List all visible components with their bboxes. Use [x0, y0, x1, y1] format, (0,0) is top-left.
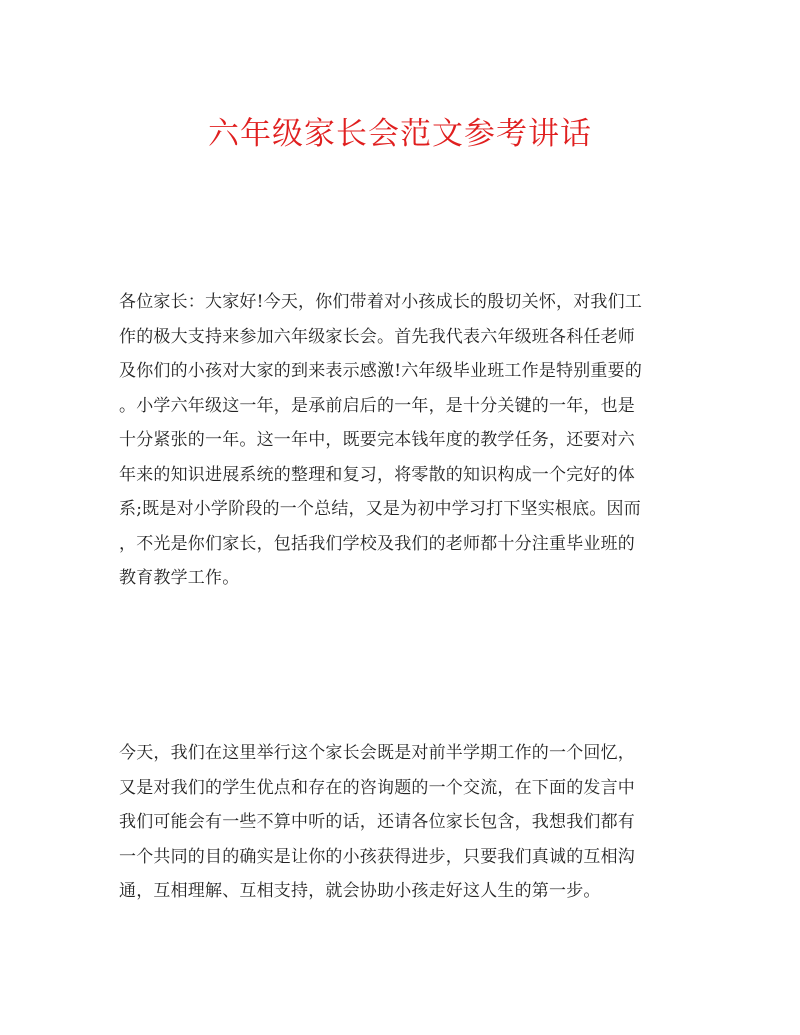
text-line: 又是对我们的学生优点和存在的咨询题的一个交流，在下面的发言中 [119, 777, 635, 798]
text-line: 年来的知识进展系统的整理和复习，将零散的知识构成一个完好的体 [119, 464, 635, 485]
text-line: ，不光是你们家长，包括我们学校及我们的老师都十分注重毕业班的 [119, 533, 635, 554]
text-line: 及你们的小孩对大家的到来表示感激!六年级毕业班工作是特别重要的 [119, 361, 643, 381]
text-line: 通，互相理解、互相支持，就会协助小孩走好这人生的第一步。 [119, 881, 601, 901]
text-line: 系;既是对小学阶段的一个总结，又是为初中学习打下坚实根底。因而 [119, 499, 641, 519]
text-line: 十分紧张的一年。这一年中，既要完本钱年度的教学任务，还要对六 [119, 430, 635, 450]
text-line: 各位家长：大家好!今天，你们带着对小孩成长的殷切关怀，对我们工 [119, 292, 643, 312]
text-line: 我们可能会有一些不算中听的话，还请各位家长包含，我想我们都有 [119, 812, 635, 832]
text-line: 。小学六年级这一年，是承前启后的一年，是十分关键的一年，也是 [119, 395, 635, 416]
text-line: 今天，我们在这里举行这个家长会既是对前半学期工作的一个回忆， [119, 743, 635, 763]
paragraph-opening [119, 285, 679, 596]
text-line: 一个共同的目的确实是让你的小孩获得进步，只要我们真诚的互相沟 [119, 846, 635, 867]
document-title: 六年级家长会范文参考讲话 [208, 116, 592, 152]
text-line: 教育教学工作。 [119, 568, 240, 588]
paragraph-meeting-purpose [119, 736, 679, 909]
text-line: 作的极大支持来参加六年级家长会。首先我代表六年级班各科任老师 [119, 326, 635, 347]
